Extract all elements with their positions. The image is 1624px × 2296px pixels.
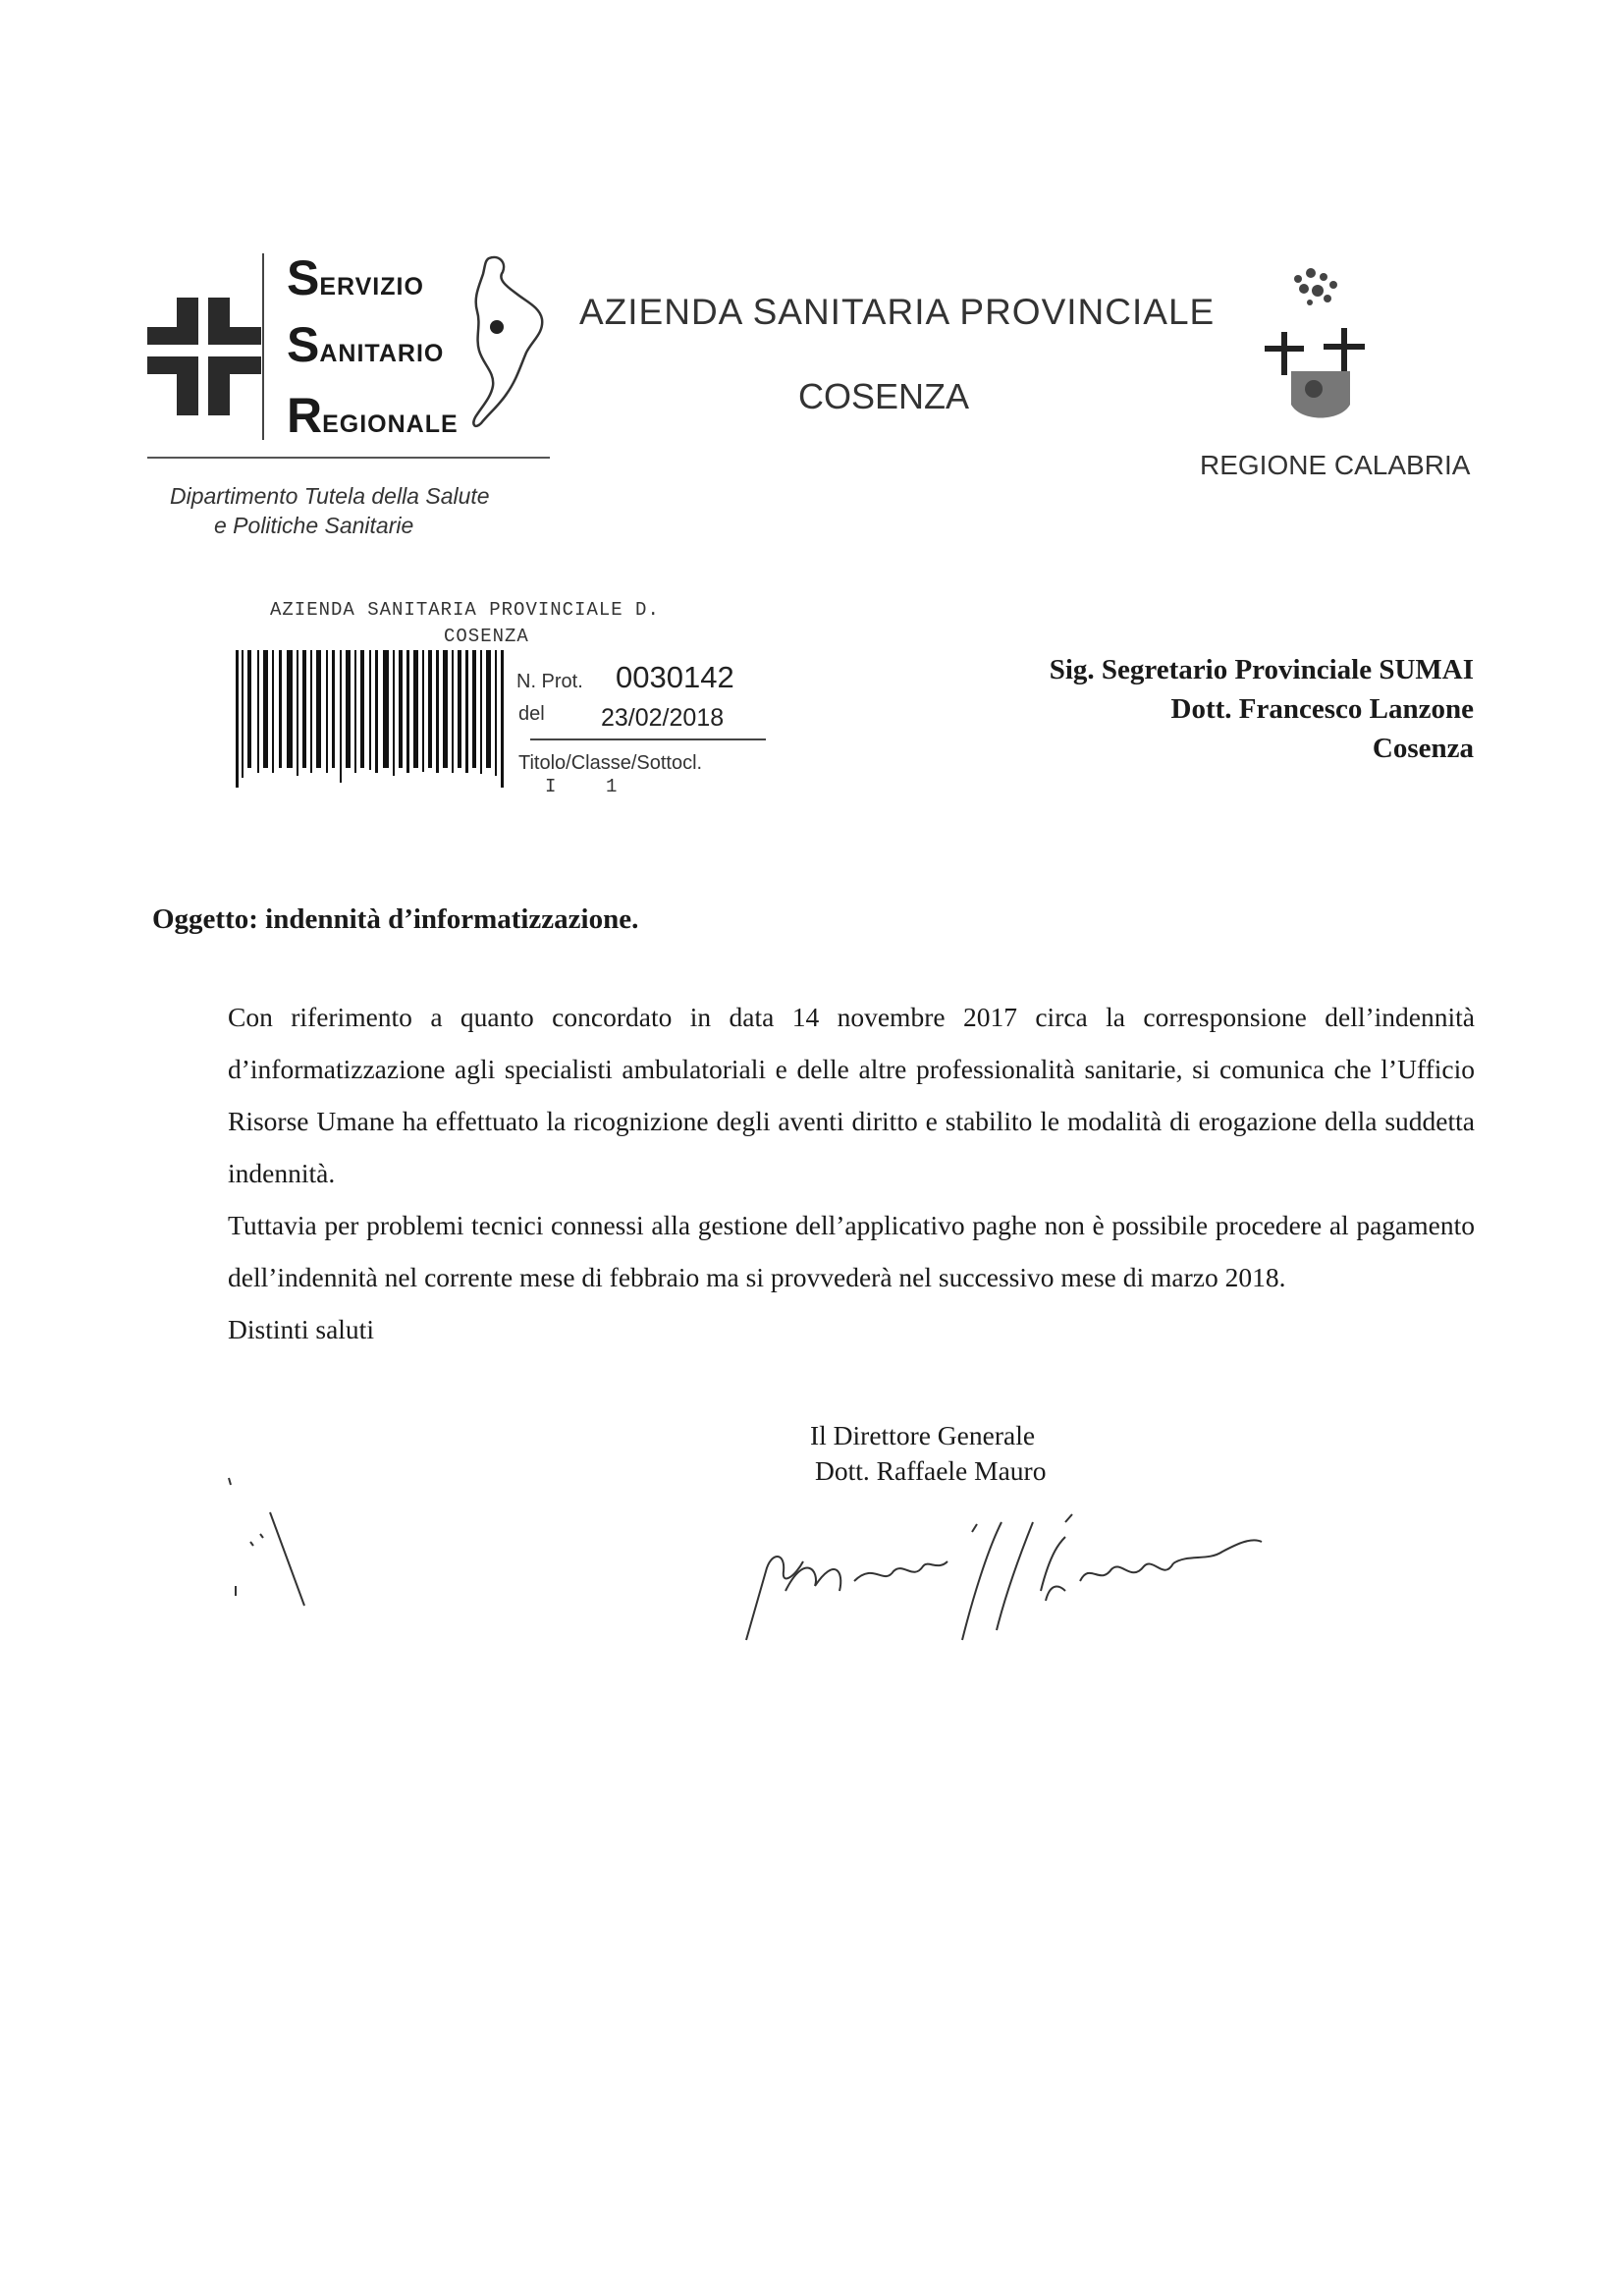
- subject-text: indennità d’informatizzazione.: [265, 903, 639, 935]
- subject-line: [152, 903, 638, 936]
- addressee-city: Cosenza: [1372, 733, 1474, 764]
- subject-label: Oggetto:: [152, 903, 258, 935]
- closing-salutation: Distinti saluti: [228, 1314, 374, 1344]
- ssr-divider: [262, 253, 264, 440]
- protocol-classification: I 1: [545, 776, 619, 797]
- department-line-2: e Politiche Sanitarie: [214, 513, 414, 538]
- signatory-role: Il Direttore Generale: [810, 1420, 1036, 1450]
- agency-name: AZIENDA SANITARIA PROVINCIALE: [579, 292, 1216, 332]
- ssr-line-servizio: SERVIZIO: [287, 250, 424, 305]
- margin-mark: [221, 1473, 329, 1620]
- department-name: [170, 481, 563, 540]
- stamp-agency-line: AZIENDA SANITARIA PROVINCIALE D.: [270, 599, 660, 621]
- ssr-cross-icon: [147, 290, 261, 427]
- protocol-date-underline: [530, 738, 766, 740]
- ssr-logo: [147, 290, 261, 427]
- signatory-name: Dott. Raffaele Mauro: [815, 1455, 1047, 1486]
- protocol-classification-label: Titolo/Classe/Sottocl.: [518, 752, 703, 774]
- calabria-map-icon: [469, 250, 548, 437]
- ssr-line-regionale: REGIONALE: [287, 388, 459, 443]
- letter-body: [228, 991, 1475, 1355]
- protocol-number-label: N. Prot.: [516, 671, 583, 692]
- regione-calabria-emblem: [1257, 265, 1384, 432]
- stamp-city-line: COSENZA: [444, 626, 529, 647]
- protocol-date: 23/02/2018: [601, 704, 725, 732]
- protocol-barcode: [236, 650, 511, 788]
- body-paragraph-1: Con riferimento a quanto concordato in data 14 novembre 2017 circa la corresponsione dell’indennità d’informatizzazione agli specialisti ambulatoriali e delle altre professionalità sanitarie, si comunica che l’Ufficio Risorse Umane ha effettuato la ricognizione degli aventi diritto e stabilito le modalità di erogazione della suddetta indennità.: [228, 1002, 1475, 1188]
- region-name: REGIONE CALABRIA: [1200, 450, 1471, 480]
- signature: [727, 1493, 1296, 1650]
- protocol-date-label: del: [518, 703, 545, 725]
- protocol-number: 0030142: [616, 660, 734, 694]
- addressee-block: [865, 650, 1474, 768]
- agency-city: COSENZA: [798, 376, 970, 416]
- header-underline: [147, 457, 550, 459]
- department-line-1: Dipartimento Tutela della Salute: [170, 483, 490, 509]
- ssr-line-sanitario: SANITARIO: [287, 317, 445, 372]
- body-paragraph-2: Tuttavia per problemi tecnici connessi alla gestione dell’applicativo paghe non è possibile procedere al pagamento dell’indennità nel corrente mese di febbraio ma si provvederà nel successivo mese di marzo 2018.: [228, 1210, 1475, 1292]
- addressee-name: Dott. Francesco Lanzone: [1170, 693, 1474, 725]
- addressee-title: Sig. Segretario Provinciale SUMAI: [1049, 654, 1474, 685]
